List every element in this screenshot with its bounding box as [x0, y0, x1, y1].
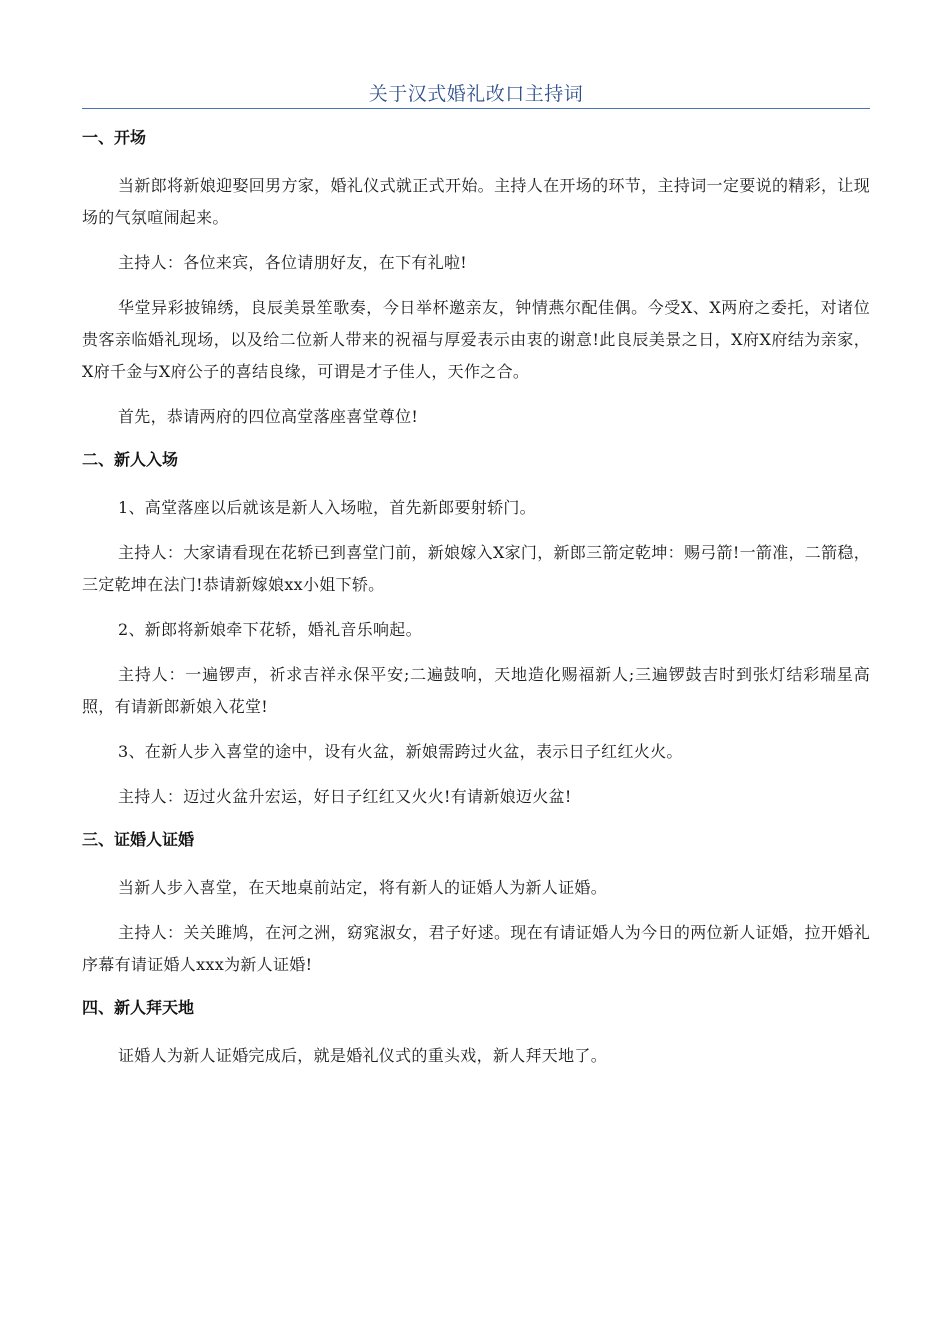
paragraph: 主持人：关关雎鸠，在河之洲，窈窕淑女，君子好逑。现在有请证婚人为今日的两位新人证婚，拉开婚礼序幕有请证婚人xxx为新人证婚!	[82, 923, 870, 974]
document-title: 关于汉式婚礼改口主持词	[368, 83, 584, 105]
section-witness	[82, 828, 870, 981]
paragraph: 1、高堂落座以后就该是新人入场啦，首先新郎要射轿门。	[118, 498, 536, 517]
section-heading: 一、开场	[82, 128, 147, 147]
paragraph: 华堂异彩披锦绣，良辰美景笙歌奏，今日举杯邀亲友，钟情燕尔配佳偶。今受X、X两府之委托，对诸位贵客亲临婚礼现场，以及给二位新人带来的祝福与厚爱表示由衷的谢意!此良辰美景之日，X府X府结为亲家，X府千金与X府公子的喜结良缘，可谓是才子佳人，天作之合。	[82, 298, 870, 381]
paragraph: 当新人步入喜堂，在天地桌前站定，将有新人的证婚人为新人证婚。	[118, 878, 608, 897]
section-opening	[82, 126, 870, 433]
paragraph: 当新郎将新娘迎娶回男方家，婚礼仪式就正式开始。主持人在开场的环节，主持词一定要说的精彩，让现场的气氛喧闹起来。	[82, 176, 870, 227]
paragraph: 3、在新人步入喜堂的途中，设有火盆，新娘需跨过火盆，表示日子红红火火。	[118, 742, 683, 761]
paragraph: 首先，恭请两府的四位高堂落座喜堂尊位!	[118, 407, 419, 426]
paragraph: 主持人：迈过火盆升宏运，好日子红红又火火!有请新娘迈火盆!	[118, 787, 572, 806]
paragraph: 证婚人为新人证婚完成后，就是婚礼仪式的重头戏，新人拜天地了。	[118, 1046, 608, 1065]
paragraph: 2、新郎将新娘牵下花轿，婚礼音乐响起。	[118, 620, 422, 639]
section-heading: 四、新人拜天地	[82, 998, 195, 1017]
title-underline	[82, 108, 870, 109]
paragraph: 主持人：一遍锣声，祈求吉祥永保平安;二遍鼓响，天地造化赐福新人;三遍锣鼓吉时到张灯结彩瑞星高照，有请新郎新娘入花堂!	[82, 665, 870, 716]
section-heading: 三、证婚人证婚	[82, 830, 195, 849]
section-heading: 二、新人入场	[82, 450, 179, 469]
document-body	[82, 126, 870, 1085]
section-worship	[82, 996, 870, 1072]
paragraph: 主持人：各位来宾，各位请朋好友，在下有礼啦!	[118, 253, 468, 272]
paragraph: 主持人：大家请看现在花轿已到喜堂门前，新娘嫁入X家门，新郎三箭定乾坤：赐弓箭!一箭准，二箭稳，三定乾坤在法门!恭请新嫁娘xx小姐下轿。	[82, 543, 870, 594]
section-entrance	[82, 448, 870, 813]
